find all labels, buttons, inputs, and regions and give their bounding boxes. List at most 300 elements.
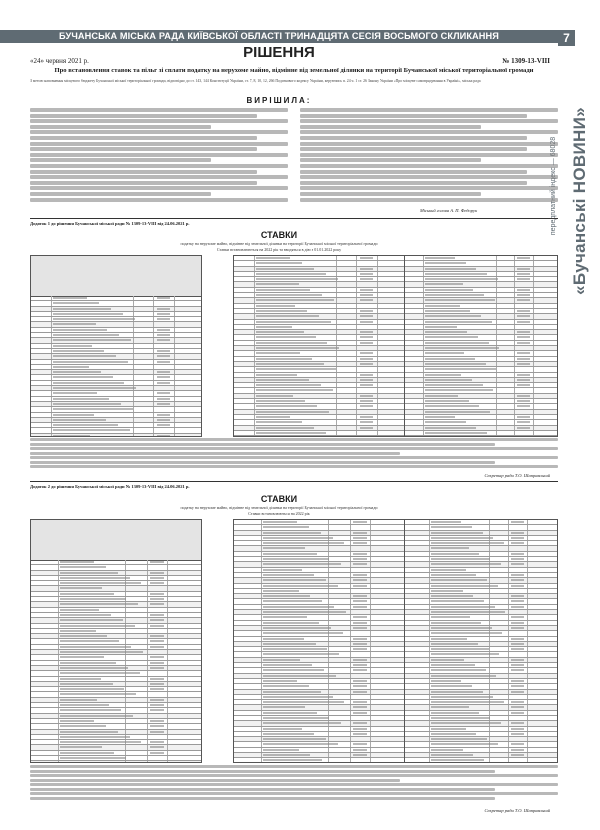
table-cell-value	[511, 733, 523, 735]
table-cell-divider	[533, 272, 534, 276]
table-cell-divider	[147, 756, 148, 760]
table-cell-divider	[370, 637, 371, 641]
table-cell-divider	[370, 594, 371, 598]
table-cell-divider	[133, 402, 134, 406]
table-cell-divider	[174, 381, 175, 385]
table-cell-divider	[527, 605, 528, 609]
table-cell-divider	[370, 690, 371, 694]
table-cell-divider	[125, 634, 126, 638]
table-cell-divider	[356, 335, 357, 339]
table-cell-value	[360, 421, 374, 423]
table-cell-value	[353, 532, 367, 534]
table-cell-divider	[125, 661, 126, 665]
table-cell-divider	[508, 626, 509, 630]
table-cell-text	[53, 361, 128, 363]
table-cell-divider	[370, 531, 371, 535]
table-cell-divider	[328, 737, 329, 741]
table-cell-text	[425, 379, 472, 381]
table-cell-value	[150, 625, 164, 627]
table-cell-divider	[489, 520, 490, 524]
table-cell-text	[263, 696, 333, 698]
table-cell-text	[256, 432, 326, 434]
table-cell-divider	[174, 391, 175, 395]
table-cell-divider	[527, 599, 528, 603]
table-cell-divider	[377, 388, 378, 392]
table-cell-divider	[153, 360, 154, 364]
table-cell-text	[431, 664, 475, 666]
table-cell-value	[353, 685, 367, 687]
table-cell-divider	[527, 589, 528, 593]
table-cell-text	[60, 603, 138, 605]
table-cell-text	[425, 411, 490, 413]
table-cell-divider	[356, 415, 357, 419]
table-cell-divider	[508, 536, 509, 540]
table-cell-divider	[125, 724, 126, 728]
table-cell-divider	[350, 594, 351, 598]
table-cell-text	[425, 416, 455, 418]
table-cell-divider	[527, 737, 528, 741]
table-cell-value	[517, 379, 529, 381]
table-cell-divider	[370, 610, 371, 614]
table-cell-divider	[133, 375, 134, 379]
table-cell-divider	[527, 647, 528, 651]
table-cell-text	[53, 392, 97, 394]
table-cell-text	[425, 273, 487, 275]
table-cell-text	[60, 561, 94, 563]
table-cell-divider	[377, 282, 378, 286]
table-cell-text	[263, 738, 326, 740]
table-cell-divider	[350, 562, 351, 566]
table-cell-divider	[533, 399, 534, 403]
table-cell-divider	[489, 679, 490, 683]
table-cell-text	[263, 574, 314, 576]
table-cell-text	[263, 547, 306, 549]
text-line	[300, 153, 558, 157]
table-cell-text	[60, 709, 121, 711]
table-cell-value	[353, 669, 367, 671]
table-cell-text	[256, 363, 324, 365]
table-row	[31, 761, 201, 763]
table-cell-divider	[133, 333, 134, 337]
table-cell-divider	[350, 552, 351, 556]
table-cell-divider	[336, 420, 337, 424]
table-cell-divider	[514, 436, 515, 437]
table-cell-divider	[527, 695, 528, 699]
text-line	[30, 170, 257, 174]
table-cell-divider	[514, 346, 515, 350]
table-cell-text	[60, 725, 106, 727]
table-cell-divider	[496, 256, 497, 260]
table-cell-value	[157, 435, 171, 437]
document-intro: З метою наповнення місцевого бюджету Бучанської міської територіальної громади, відповідно до ст. 143, 144 Конституції України, ст. 7, 8, 10, 12, 266 Податкового кодексу України, керуючись п. 24 ч. 1 ст. 26 Закону України «Про місцеве самоврядування в Україні», міська рада	[30, 79, 481, 83]
table-cell-divider	[527, 727, 528, 731]
text-line	[300, 170, 527, 174]
table-cell-value	[511, 749, 523, 751]
table-cell-divider	[489, 599, 490, 603]
rates-footnotes	[30, 438, 558, 472]
table-cell-value	[517, 268, 529, 270]
table-cell-text	[431, 669, 486, 671]
table-cell-divider	[527, 610, 528, 614]
table-cell-divider	[153, 301, 154, 305]
table-cell-text	[431, 696, 493, 698]
table-cell-divider	[350, 742, 351, 746]
table-cell-text	[60, 651, 143, 653]
table-cell-text	[263, 643, 316, 645]
table-cell-value	[511, 537, 523, 539]
text-line	[300, 192, 481, 196]
table-cell-divider	[133, 296, 134, 300]
table-cell-divider	[133, 381, 134, 385]
table-cell-divider	[167, 756, 168, 760]
rates-note: Ставки встановлюються на 2022 рік та вводяться в дію з 01.01.2022 року	[216, 247, 342, 252]
table-cell-divider	[533, 404, 534, 408]
table-cell-text	[53, 329, 107, 331]
table-cell-text	[431, 738, 487, 740]
table-cell-divider	[153, 349, 154, 353]
table-cell-text	[431, 622, 481, 624]
table-cell-divider	[533, 314, 534, 318]
table-cell-divider	[350, 546, 351, 550]
table-cell-value	[511, 743, 523, 745]
table-cell-text	[425, 257, 455, 259]
table-cell-divider	[167, 714, 168, 718]
table-cell-text	[431, 728, 466, 730]
table-cell-text	[263, 717, 329, 719]
table-cell-divider	[489, 737, 490, 741]
table-cell-divider	[147, 571, 148, 575]
table-cell-text	[263, 526, 309, 528]
table-cell-divider	[508, 552, 509, 556]
table-cell-value	[360, 331, 374, 333]
table-cell-divider	[489, 732, 490, 736]
table-cell-divider	[377, 320, 378, 324]
table-cell-divider	[167, 571, 168, 575]
table-cell-divider	[489, 758, 490, 762]
table-cell-text	[53, 318, 135, 320]
table-cell-divider	[328, 589, 329, 593]
decision-points-right	[300, 108, 558, 206]
table-cell-divider	[153, 365, 154, 369]
table-cell-value	[511, 638, 523, 640]
table-cell-text	[60, 752, 114, 754]
table-cell-value	[150, 752, 164, 754]
table-cell-divider	[514, 431, 515, 435]
table-cell-divider	[350, 716, 351, 720]
text-line	[30, 125, 211, 129]
table-cell-divider	[527, 684, 528, 688]
table-cell-divider	[533, 426, 534, 430]
table-cell-text	[53, 429, 130, 431]
table-cell-divider	[514, 309, 515, 313]
text-line	[30, 465, 558, 468]
table-cell-divider	[514, 341, 515, 345]
table-cell-divider	[527, 536, 528, 540]
table-cell-divider	[147, 655, 148, 659]
table-cell-divider	[350, 663, 351, 667]
table-cell-divider	[336, 378, 337, 382]
table-cell-divider	[496, 309, 497, 313]
table-cell-text	[60, 736, 130, 738]
table-cell-value	[511, 722, 523, 724]
table-cell-text	[425, 262, 466, 264]
section-divider	[30, 218, 558, 219]
table-cell-divider	[356, 309, 357, 313]
text-line	[300, 130, 558, 134]
table-cell-divider	[370, 536, 371, 540]
table-cell-divider	[514, 362, 515, 366]
table-cell-value	[353, 733, 367, 735]
table-cell-divider	[527, 621, 528, 625]
side-banner	[558, 30, 600, 830]
table-cell-text	[256, 321, 331, 323]
table-cell-divider	[328, 642, 329, 646]
table-cell-text	[256, 326, 292, 328]
table-cell-divider	[153, 317, 154, 321]
table-cell-text	[60, 720, 94, 722]
table-cell-divider	[533, 309, 534, 313]
table-cell-divider	[533, 341, 534, 345]
table-cell-text	[263, 585, 338, 587]
table-cell-divider	[133, 338, 134, 342]
table-cell-text	[256, 283, 299, 285]
table-cell-divider	[370, 732, 371, 736]
table-cell-divider	[147, 719, 148, 723]
table-cell-divider	[508, 700, 509, 704]
table-cell-divider	[167, 602, 168, 606]
table-cell-divider	[356, 304, 357, 308]
table-cell-value	[150, 725, 164, 727]
table-cell-value	[150, 656, 164, 658]
benefits-title: СТАВКИ	[260, 494, 298, 504]
table-cell-value	[517, 427, 529, 429]
table-cell-divider	[350, 668, 351, 672]
table-cell-value	[511, 680, 523, 682]
table-cell-divider	[167, 724, 168, 728]
table-cell-divider	[350, 615, 351, 619]
table-cell-text	[60, 630, 96, 632]
table-cell-text	[425, 352, 465, 354]
table-cell-divider	[496, 267, 497, 271]
table-cell-divider	[508, 541, 509, 545]
table-cell-divider	[508, 546, 509, 550]
table-cell-divider	[533, 288, 534, 292]
table-cell-divider	[514, 357, 515, 361]
table-cell-divider	[336, 267, 337, 271]
table-cell-divider	[350, 557, 351, 561]
table-cell-text	[263, 632, 343, 634]
table-cell-divider	[328, 599, 329, 603]
table-cell-value	[517, 395, 529, 397]
table-cell-divider	[147, 730, 148, 734]
table-cell-divider	[370, 711, 371, 715]
table-cell-divider	[370, 727, 371, 731]
text-line	[30, 192, 211, 196]
table-cell-divider	[167, 751, 168, 755]
table-cell-divider	[174, 386, 175, 390]
table-cell-text	[425, 427, 477, 429]
table-cell-divider	[336, 436, 337, 437]
table-cell-divider	[125, 608, 126, 612]
table-cell-value	[511, 622, 523, 624]
table-cell-divider	[496, 383, 497, 387]
table-cell-divider	[496, 320, 497, 324]
table-cell-divider	[133, 307, 134, 311]
table-cell-divider	[533, 373, 534, 377]
table-cell-divider	[489, 711, 490, 715]
table-cell-value	[517, 315, 529, 317]
table-cell-divider	[533, 330, 534, 334]
table-cell-divider	[527, 663, 528, 667]
table-cell-divider	[147, 645, 148, 649]
table-cell-text	[425, 363, 486, 365]
table-cell-divider	[336, 320, 337, 324]
table-cell-divider	[356, 298, 357, 302]
table-cell-divider	[533, 436, 534, 437]
table-cell-divider	[167, 629, 168, 633]
table-cell-divider	[377, 415, 378, 419]
table-cell-text	[256, 352, 300, 354]
table-cell-text	[53, 382, 124, 384]
table-cell-value	[157, 339, 171, 341]
table-cell-divider	[508, 589, 509, 593]
table-cell-divider	[514, 404, 515, 408]
table-cell-divider	[527, 742, 528, 746]
table-cell-value	[360, 400, 374, 402]
table-cell-divider	[370, 753, 371, 757]
table-cell-divider	[370, 552, 371, 556]
table-cell-divider	[350, 541, 351, 545]
table-cell-divider	[508, 705, 509, 709]
table-cell-divider	[356, 320, 357, 324]
table-cell-divider	[508, 674, 509, 678]
table-cell-divider	[496, 362, 497, 366]
table-cell-text	[263, 659, 300, 661]
text-line	[30, 792, 558, 795]
table-cell-text	[425, 347, 499, 349]
table-cell-divider	[328, 637, 329, 641]
table-cell-text	[60, 609, 99, 611]
table-cell-divider	[508, 599, 509, 603]
table-cell-value	[517, 289, 529, 291]
table-cell-divider	[514, 304, 515, 308]
table-cell-divider	[167, 682, 168, 686]
table-cell-divider	[174, 301, 175, 305]
table-cell-value	[150, 572, 164, 574]
table-cell-text	[256, 395, 293, 397]
table-cell-text	[263, 606, 334, 608]
table-cell-divider	[377, 362, 378, 366]
text-line	[30, 783, 558, 786]
text-line	[30, 147, 257, 151]
table-cell-text	[256, 262, 302, 264]
table-cell-divider	[356, 346, 357, 350]
table-cell-divider	[508, 631, 509, 635]
table-cell-divider	[133, 428, 134, 432]
table-cell-text	[263, 669, 324, 671]
table-cell-divider	[350, 652, 351, 656]
table-cell-text	[256, 310, 307, 312]
table-cell-text	[431, 542, 504, 544]
table-cell-divider	[508, 711, 509, 715]
table-cell-value	[150, 741, 164, 743]
table-cell-value	[517, 384, 529, 386]
text-line	[30, 136, 257, 140]
table-cell-value	[157, 371, 171, 373]
table-cell-divider	[328, 621, 329, 625]
table-cell-value	[353, 627, 367, 629]
table-cell-divider	[133, 349, 134, 353]
table-cell-text	[263, 537, 333, 539]
table-cell-divider	[167, 730, 168, 734]
table-cell-divider	[167, 703, 168, 707]
table-cell-divider	[125, 730, 126, 734]
table-cell-divider	[533, 298, 534, 302]
table-cell-divider	[527, 531, 528, 535]
table-cell-divider	[508, 748, 509, 752]
table-cell-text	[60, 715, 133, 717]
table-cell-text	[425, 315, 481, 317]
table-cell-divider	[356, 367, 357, 371]
table-cell-divider	[370, 626, 371, 630]
table-cell-divider	[167, 560, 168, 564]
table-cell-divider	[328, 727, 329, 731]
table-cell-divider	[133, 312, 134, 316]
table-cell-divider	[496, 341, 497, 345]
table-cell-text	[263, 712, 317, 714]
table-cell-divider	[356, 314, 357, 318]
table-cell-text	[60, 704, 109, 706]
table-cell-divider	[350, 674, 351, 678]
table-cell-divider	[489, 727, 490, 731]
table-cell-divider	[167, 740, 168, 744]
table-cell-divider	[328, 690, 329, 694]
table-cell-divider	[356, 383, 357, 387]
table-cell-text	[425, 421, 466, 423]
table-cell-divider	[174, 402, 175, 406]
table-cell-text	[431, 627, 492, 629]
table-cell-divider	[377, 293, 378, 297]
decided-heading: ВИРІШИЛА:	[246, 96, 312, 105]
table-cell-divider	[328, 578, 329, 582]
table-cell-divider	[147, 597, 148, 601]
table-cell-text	[431, 611, 505, 613]
table-cell-divider	[336, 362, 337, 366]
table-cell-value	[353, 659, 367, 661]
table-cell-divider	[496, 325, 497, 329]
table-cell-text	[431, 743, 498, 745]
table-cell-value	[353, 643, 367, 645]
table-cell-value	[157, 419, 171, 421]
table-cell-divider	[370, 541, 371, 545]
table-cell-text	[425, 278, 498, 280]
table-cell-divider	[350, 520, 351, 524]
table-cell-text	[60, 762, 138, 763]
table-cell-divider	[527, 716, 528, 720]
table-cell-divider	[336, 399, 337, 403]
text-line	[30, 765, 558, 768]
table-cell-text	[60, 699, 97, 701]
table-cell-divider	[496, 399, 497, 403]
table-cell-text	[263, 648, 328, 650]
table-cell-text	[263, 664, 312, 666]
table-cell-divider	[336, 383, 337, 387]
table-cell-divider	[328, 748, 329, 752]
table-cell-value	[517, 342, 529, 344]
table-cell-divider	[527, 557, 528, 561]
table-cell-divider	[153, 386, 154, 390]
table-cell-text	[431, 680, 461, 682]
